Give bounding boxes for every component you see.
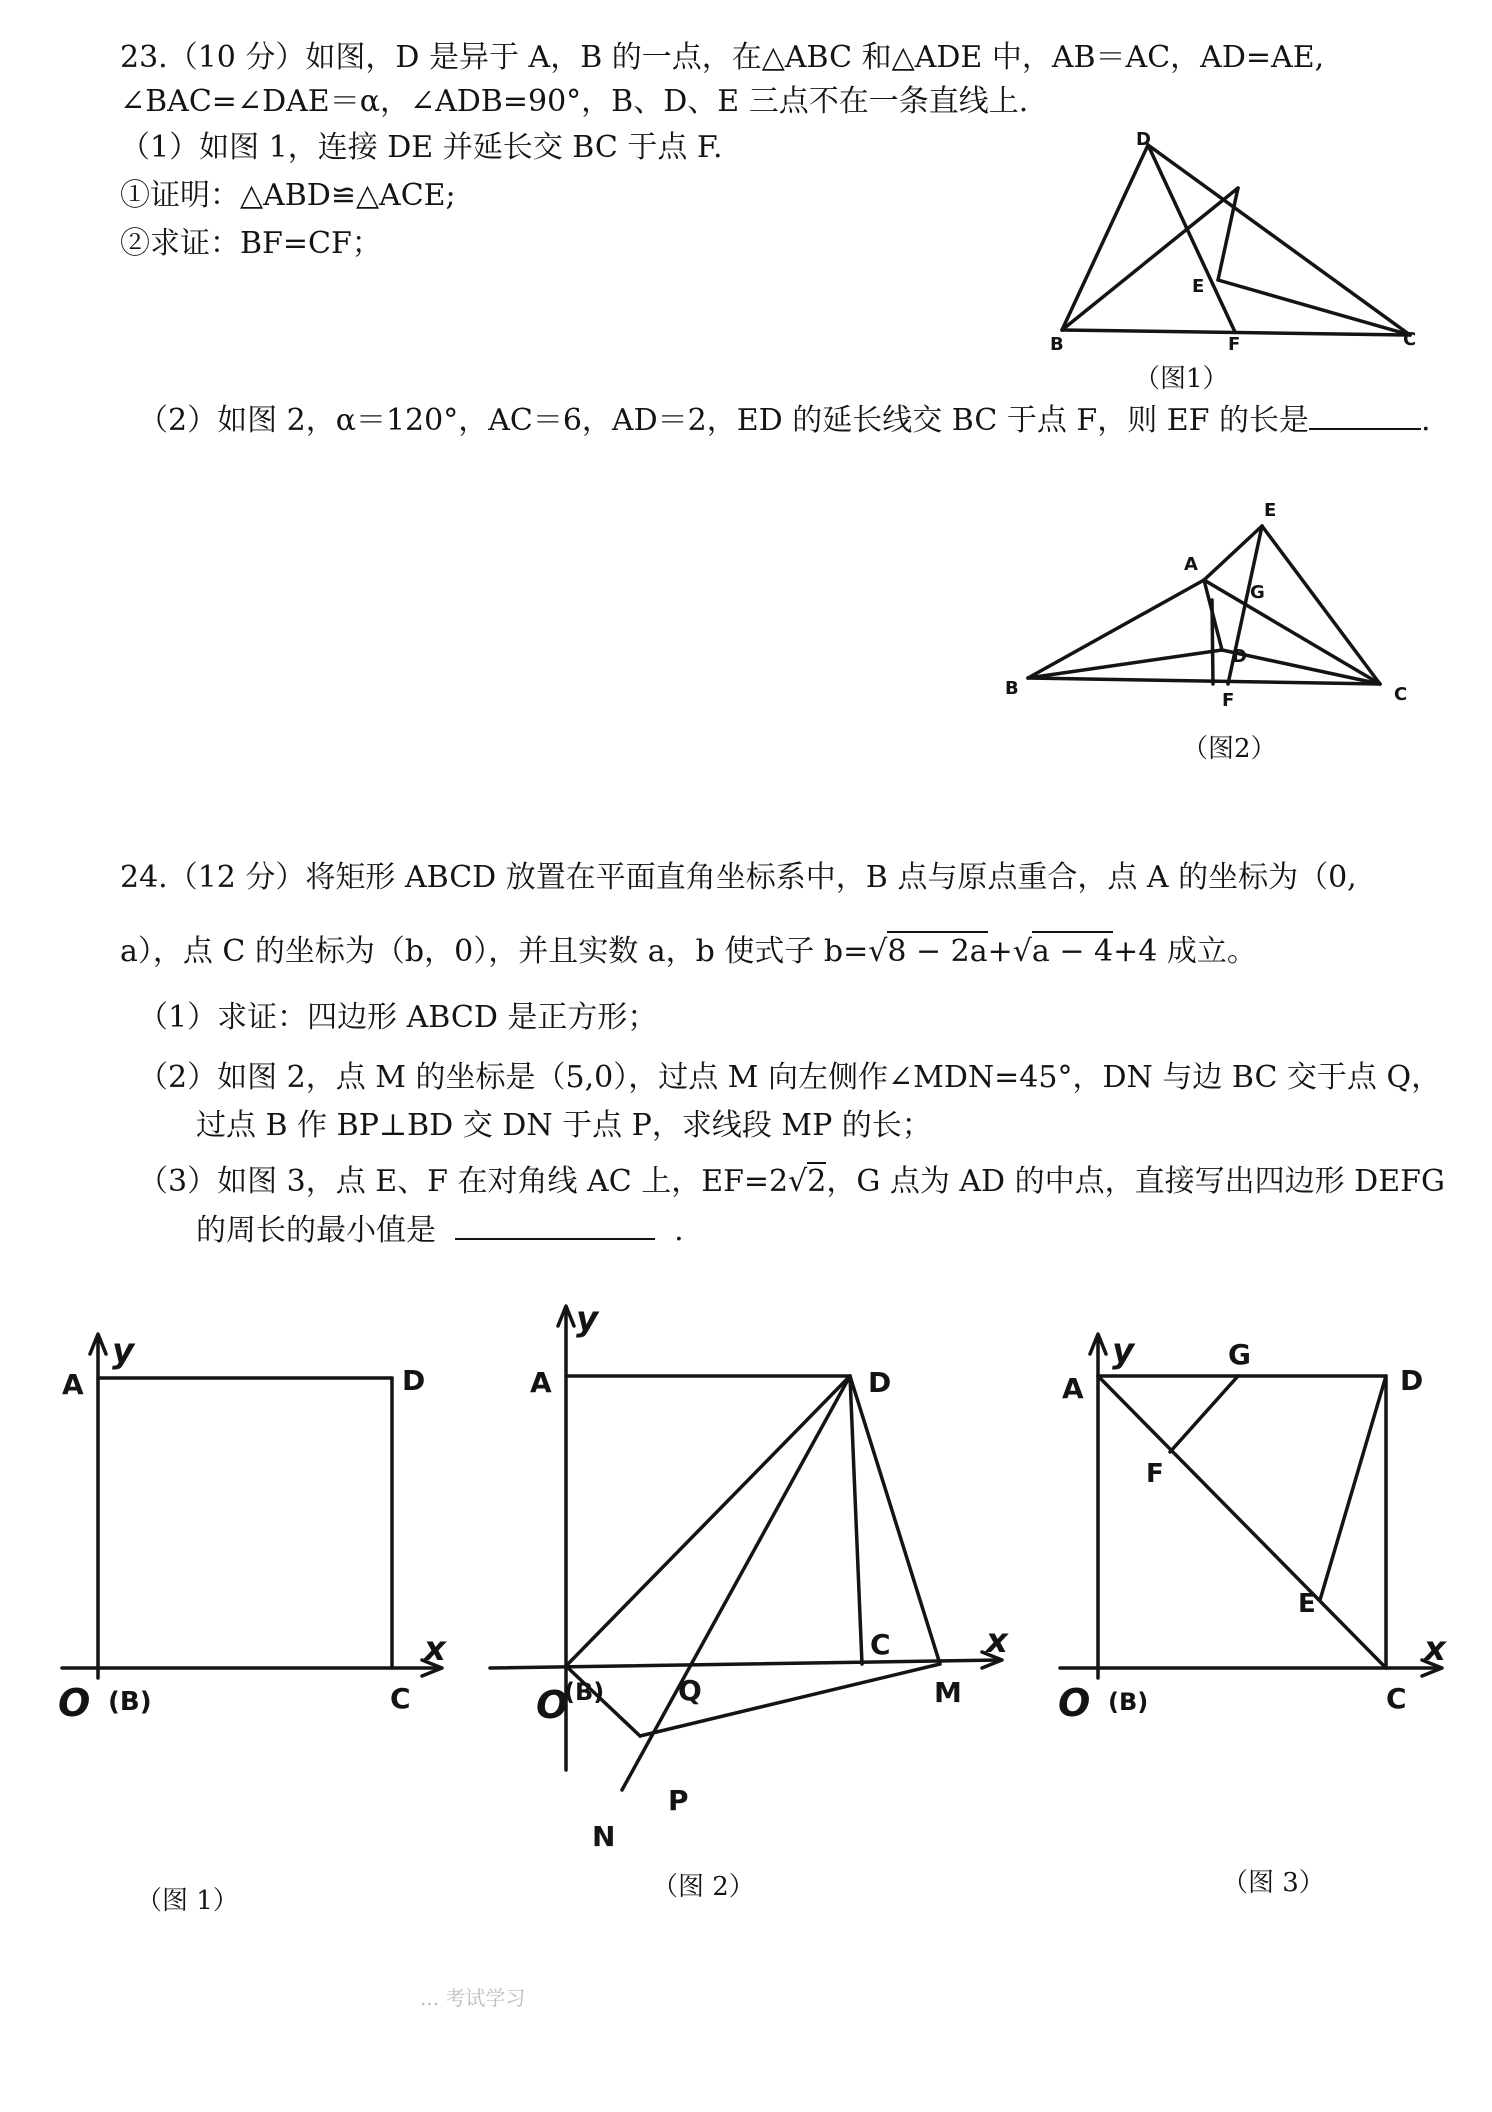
fig24-3-segment-de bbox=[1320, 1376, 1386, 1600]
problem24-line1: 24.（12 分）将矩形 ABCD 放置在平面直角坐标系中，B 点与原点重合，点 A 的坐标为（0, bbox=[120, 860, 1357, 895]
radical-sign-3: √ bbox=[788, 1164, 808, 1199]
radical-sign-2: √ bbox=[1012, 934, 1032, 969]
radicand-3: 2 bbox=[807, 1164, 827, 1199]
fig2-label-d: D bbox=[1232, 646, 1247, 667]
problem23-part1: （1）如图 1，连接 DE 并延长交 BC 于点 F. bbox=[120, 130, 723, 165]
fig2-label-b: B bbox=[1005, 678, 1019, 699]
radicand-2: a − 4 bbox=[1032, 931, 1113, 969]
page-footer: ... 考试学习 bbox=[420, 1986, 526, 2010]
fig24-3-segment-gf bbox=[1170, 1376, 1238, 1452]
fig1-label-b: B bbox=[1050, 334, 1064, 355]
problem24-line2-b: +4 成立。 bbox=[1113, 934, 1257, 969]
fig24-3-label-o: O bbox=[1058, 1681, 1091, 1725]
fig24-1-label-d: D bbox=[402, 1364, 426, 1397]
fig24-2-label-m: M bbox=[934, 1676, 962, 1709]
problem24-line2-a: a），点 C 的坐标为（b，0），并且实数 a，b 使式子 b= bbox=[120, 934, 869, 969]
fig24-2-label-d: D bbox=[868, 1366, 892, 1399]
fig24-2-label-y: y bbox=[576, 1299, 599, 1339]
fig24-2-label-p: P bbox=[668, 1784, 689, 1817]
fig2-label-c: C bbox=[1394, 684, 1408, 705]
radical-sign-1: √ bbox=[868, 934, 888, 969]
fig24-2-label-b: (B) bbox=[564, 1678, 605, 1706]
fig2-label-g: G bbox=[1250, 582, 1265, 603]
fig2-label-a: A bbox=[1184, 554, 1198, 575]
problem24-part2-line2: 过点 B 作 BP⊥BD 交 DN 于点 P，求线段 MP 的长； bbox=[196, 1108, 932, 1143]
radicand-1: 8 − 2a bbox=[887, 931, 987, 969]
problem24-part1: （1）求证：四边形 ABCD 是正方形； bbox=[138, 1000, 658, 1035]
fig24-1-label-c: C bbox=[390, 1682, 411, 1715]
problem24-figure1-caption: （图 1） bbox=[136, 1886, 239, 1916]
fig24-2-label-x: x bbox=[986, 1621, 1008, 1661]
fig1-label-d: D bbox=[1136, 129, 1151, 150]
fig24-2-label-c: C bbox=[870, 1628, 891, 1661]
fig24-2-label-a: A bbox=[530, 1366, 552, 1399]
fig2-label-f: F bbox=[1222, 690, 1235, 711]
fig24-3-label-d: D bbox=[1400, 1364, 1424, 1397]
fig24-3-label-c: C bbox=[1386, 1682, 1407, 1715]
problem24-figure3-caption: （图 3） bbox=[1222, 1868, 1325, 1898]
problem24-part3-line1-a: （3）如图 3，点 E、F 在对角线 AC 上，EF=2 bbox=[138, 1164, 789, 1199]
fig24-1-label-a: A bbox=[62, 1368, 84, 1401]
fig24-1-label-b: (B) bbox=[108, 1687, 152, 1717]
fig1-label-c: C bbox=[1403, 329, 1417, 350]
fig24-1-label-o: O bbox=[58, 1681, 91, 1725]
problem24-part2-line1: （2）如图 2，点 M 的坐标是（5,0），过点 M 向左侧作∠MDN=45°，DN 与边 BC 交于点 Q， bbox=[138, 1060, 1442, 1095]
plus-sign: + bbox=[987, 934, 1013, 969]
fig24-3-label-a: A bbox=[1062, 1372, 1084, 1405]
problem23-figure1-caption: （图1） bbox=[1134, 364, 1229, 394]
problem23-part2-text: （2）如图 2，α＝120°，AC＝6，AD＝2，ED 的延长线交 BC 于点 F，则 EF 的长是 bbox=[138, 403, 1309, 438]
fig24-1-label-y: y bbox=[112, 1331, 135, 1371]
problem23-line2: ∠BAC=∠DAE＝α，∠ADB=90°，B、D、E 三点不在一条直线上. bbox=[120, 84, 1029, 119]
problem24-part3-end: . bbox=[674, 1213, 684, 1248]
problem23-part1a: ①证明：△ABD≌△ACE; bbox=[120, 178, 456, 213]
fig24-1-label-x: x bbox=[424, 1629, 446, 1669]
fig24-2-label-n: N bbox=[592, 1820, 616, 1853]
fig24-3-label-g: G bbox=[1228, 1338, 1251, 1371]
problem24-part3-line2-text: 的周长的最小值是 bbox=[196, 1213, 436, 1248]
problem23-line1: 23.（10 分）如图，D 是异于 A，B 的一点，在△ABC 和△ADE 中，AB＝AC，AD=AE, bbox=[120, 40, 1325, 75]
problem24-part3-line1-b: ，G 点为 AD 的中点，直接写出四边形 DEFG bbox=[826, 1164, 1445, 1199]
problem23-figure2-caption: （图2） bbox=[1182, 734, 1277, 764]
fig24-3-label-b: (B) bbox=[1108, 1688, 1149, 1716]
fig2-label-e: E bbox=[1264, 500, 1277, 521]
fig24-3-label-y: y bbox=[1112, 1331, 1135, 1371]
fig24-3-label-e: E bbox=[1298, 1589, 1316, 1619]
fig24-2-label-o: O bbox=[536, 1683, 569, 1727]
fig1-label-e: E bbox=[1192, 276, 1205, 297]
fig24-2-label-q: Q bbox=[678, 1674, 702, 1707]
problem24-figure2-caption: （图 2） bbox=[652, 1872, 755, 1902]
fig24-3-label-x: x bbox=[1424, 1629, 1446, 1669]
problem23-part2-end: . bbox=[1421, 403, 1431, 438]
fig1-label-f: F bbox=[1228, 334, 1241, 355]
fig24-3-label-f: F bbox=[1146, 1459, 1164, 1489]
problem23-part1b: ②求证：BF=CF； bbox=[120, 226, 382, 261]
